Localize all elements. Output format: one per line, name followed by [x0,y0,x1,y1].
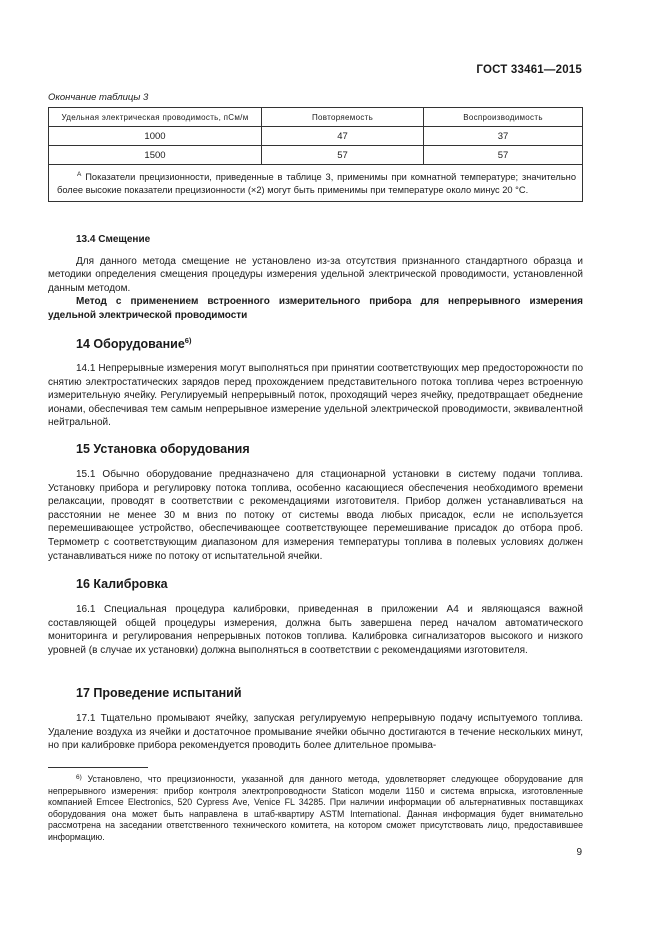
section-15 [48,468,583,563]
table-note-text: Показатели прецизионности, приведенные в таблице 3, применимы при комнатной температуре; значительно более высокие показатели прецизионности (×2) могут быть применимы при температуре около минус 20 °С. [57,172,576,195]
section-14-footnote-mark: 6) [184,336,192,345]
table-caption: Окончание таблицы 3 [48,92,149,103]
section-14 [48,362,583,430]
section-14-text: 14.1 Непрерывные измерения могут выполняться при принятии соответствующих мер предосторожности по снятию электростатических зарядов перед прохождением представительного потока топлива через встроенную измерительную ячейку. Регулируемый непрерывный поток, проходящий через ячейку, предотвращает обеднение ионами, обеспечивая тем самым непрерывное измерение удельной электрической проводимости, эквивалентной нейтральной. [48,363,583,429]
table-note [49,165,583,202]
table-header-row [49,108,583,127]
table-note-mark: A [77,171,82,178]
precision-table [48,107,583,202]
table-cell: 57 [262,146,424,165]
table-row [49,146,583,165]
column-header-repeatability: Повторяемость [262,108,424,127]
column-header-conductivity: Удельная электрическая проводимость, пСм/м [49,108,262,127]
table-cell: 37 [424,127,583,146]
table-cell: 47 [262,127,424,146]
section-17 [48,712,583,753]
table-cell: 57 [424,146,583,165]
page-number: 9 [576,847,582,858]
standard-number: ГОСТ 33461—2015 [476,64,582,76]
table-note-row [49,165,583,202]
method-heading: Метод с применением встроенного измерительного прибора для непрерывного измерения удельной электрической проводимости [48,296,583,321]
footnote-divider [48,767,148,768]
section-17-text: 17.1 Тщательно промывают ячейку, запуская регулируемую непрерывную подачу испытуемого топлива. Удаление воздуха из ячейки и достаточное промывание ячейки обычно достигаются в течение нескольких минут, но при калибровке прибора рекомендуется проводить более длительное промыва- [48,713,583,752]
table-cell: 1500 [49,146,262,165]
section-14-title-text: 14 Оборудование [76,337,185,351]
section-13-4 [48,233,583,323]
section-16 [48,603,583,657]
footnote [48,772,583,843]
section-15-title: 15 Установка оборудования [76,442,250,456]
footnote-mark: 6) [76,774,82,781]
column-header-reproducibility: Воспроизводимость [424,108,583,127]
section-14-title [76,336,191,351]
table-row [49,127,583,146]
section-17-title: 17 Проведение испытаний [76,686,242,700]
section-16-text: 16.1 Специальная процедура калибровки, приведенная в приложении А4 и являющаяся важной составляющей общей процедуры измерения, должна быть завершена перед началом автоматического мониторинга и регулирования непрерывных потоков топлива. Калибровка сигнализаторов высокого и низкого уровней (в случае их установки) должна выполняться в соответствии с рекомендациями изготовителя. [48,604,583,656]
footnote-text: Установлено, что прецизионности, указанной для данного метода, удовлетворяет следующее оборудование для непрерывного измерения: прибор контроля электропроводности Staticon модели 1150 и система впрыска, изготовленные компанией Emcee Electronics, 520 Cypress Ave, Venice FL 34285. При наличии информации об альтернативных поставщиках оборудования она может быть направлена в штаб-квартиру ASTM International. Данная информация будет внимательно рассмотрена на заседании ответственного технического комитета, на котором сможет присутствовать лицо, предоставившее информацию. [48,774,583,842]
section-13-4-title: 13.4 Смещение [76,234,151,245]
section-15-text: 15.1 Обычно оборудование предназначено для стационарной установки в систему подачи топлива. Установку прибора и регулировку потока топлива, особенно касающиеся обеспечения необходимого времени релаксации, проводят в соответствии с рекомендациями изготовителя. Прибор должен устанавливаться на расстоянии не менее 30 м вниз по потоку от системы ввода любых присадок, если не используется перемешивающее устройство, обеспечивающее соответствующее перемешивание присадок до отбора проб. Термометр с соответствующим диапазоном для измерения температуры топлива в полевых условиях должен устанавливаться ниже по потоку от испытательной ячейки. [48,469,583,562]
table-cell: 1000 [49,127,262,146]
section-13-4-text: Для данного метода смещение не установлено из-за отсутствия признанного стандартного образца и методики определения смещения процедуры измерения удельной электрической проводимости, установленной данным методом. [48,255,583,294]
section-16-title: 16 Калибровка [76,577,168,591]
